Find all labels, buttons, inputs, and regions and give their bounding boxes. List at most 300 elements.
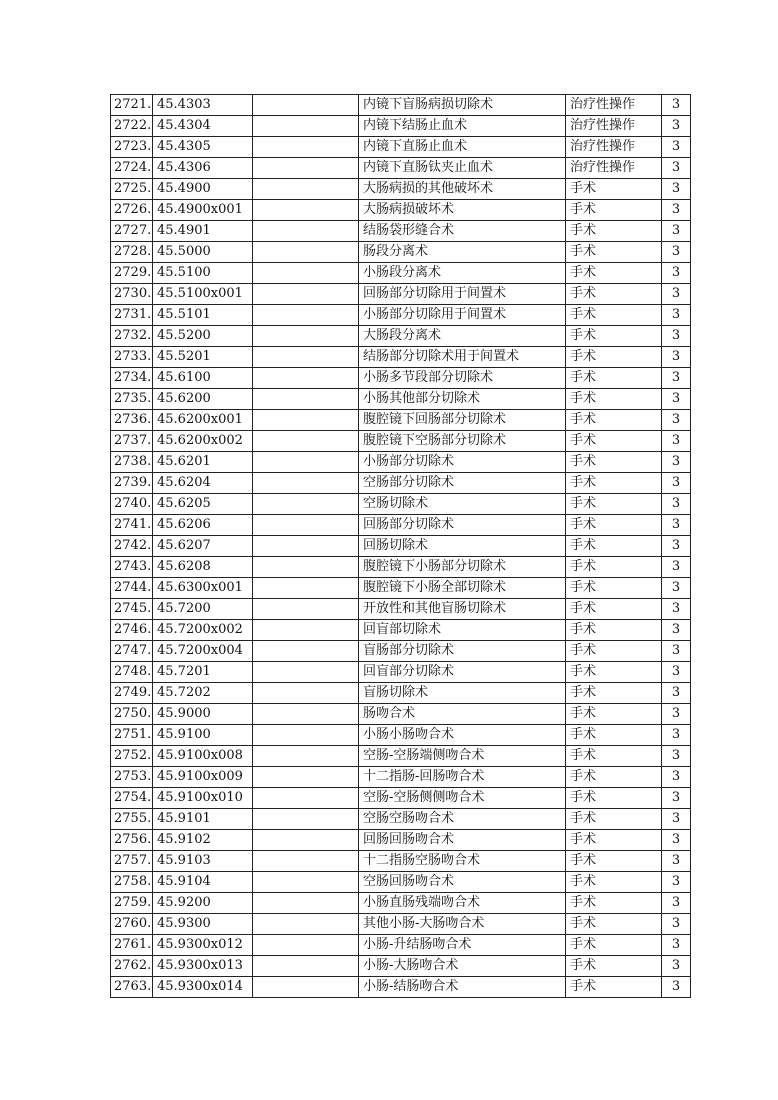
alias-cell [253, 200, 359, 221]
table-row [111, 788, 691, 809]
procedure-name-cell: 空肠-空肠端侧吻合术 [359, 746, 566, 767]
procedure-name-cell: 腹腔镜下小肠全部切除术 [359, 578, 566, 599]
table-row [111, 494, 691, 515]
grade-cell: 3 [662, 116, 691, 137]
procedure-code-cell: 45.9000 [153, 704, 253, 725]
alias-cell [253, 116, 359, 137]
table-row [111, 914, 691, 935]
procedure-name-cell: 回盲部分切除术 [359, 662, 566, 683]
alias-cell [253, 977, 359, 998]
procedure-code-cell: 45.5000 [153, 242, 253, 263]
table-row [111, 620, 691, 641]
row-number-cell: 2725. [111, 179, 153, 200]
procedure-name-cell: 内镜下盲肠病损切除术 [359, 95, 566, 116]
category-cell: 治疗性操作 [566, 158, 662, 179]
row-number-cell: 2745. [111, 599, 153, 620]
table-row [111, 137, 691, 158]
procedure-name-cell: 大肠病损破坏术 [359, 200, 566, 221]
category-cell: 手术 [566, 662, 662, 683]
alias-cell [253, 347, 359, 368]
row-number-cell: 2731. [111, 305, 153, 326]
grade-cell: 3 [662, 263, 691, 284]
procedure-name-cell: 肠段分离术 [359, 242, 566, 263]
table-row [111, 515, 691, 536]
grade-cell: 3 [662, 830, 691, 851]
procedure-name-cell: 小肠多节段部分切除术 [359, 368, 566, 389]
grade-cell: 3 [662, 242, 691, 263]
alias-cell [253, 872, 359, 893]
alias-cell [253, 515, 359, 536]
procedure-name-cell: 回肠回肠吻合术 [359, 830, 566, 851]
procedure-name-cell: 小肠其他部分切除术 [359, 389, 566, 410]
procedure-code-cell: 45.6206 [153, 515, 253, 536]
row-number-cell: 2730. [111, 284, 153, 305]
procedure-name-cell: 空肠空肠吻合术 [359, 809, 566, 830]
procedure-code-cell: 45.4901 [153, 221, 253, 242]
procedure-code-cell: 45.5100x001 [153, 284, 253, 305]
alias-cell [253, 95, 359, 116]
procedure-code-cell: 45.4900x001 [153, 200, 253, 221]
procedure-name-cell: 小肠段分离术 [359, 263, 566, 284]
alias-cell [253, 242, 359, 263]
category-cell: 手术 [566, 347, 662, 368]
alias-cell [253, 452, 359, 473]
procedure-table-body [111, 95, 691, 998]
procedure-code-cell: 45.9104 [153, 872, 253, 893]
row-number-cell: 2763. [111, 977, 153, 998]
alias-cell [253, 305, 359, 326]
table-row [111, 95, 691, 116]
grade-cell: 3 [662, 347, 691, 368]
category-cell: 手术 [566, 704, 662, 725]
row-number-cell: 2750. [111, 704, 153, 725]
row-number-cell: 2761. [111, 935, 153, 956]
category-cell: 治疗性操作 [566, 116, 662, 137]
category-cell: 手术 [566, 830, 662, 851]
alias-cell [253, 578, 359, 599]
grade-cell: 3 [662, 683, 691, 704]
grade-cell: 3 [662, 746, 691, 767]
procedure-code-cell: 45.7202 [153, 683, 253, 704]
grade-cell: 3 [662, 431, 691, 452]
category-cell: 手术 [566, 368, 662, 389]
grade-cell: 3 [662, 893, 691, 914]
procedure-name-cell: 内镜下直肠钛夹止血术 [359, 158, 566, 179]
category-cell: 手术 [566, 914, 662, 935]
grade-cell: 3 [662, 305, 691, 326]
table-row [111, 116, 691, 137]
table-row [111, 746, 691, 767]
category-cell: 手术 [566, 515, 662, 536]
table-row [111, 536, 691, 557]
row-number-cell: 2749. [111, 683, 153, 704]
row-number-cell: 2736. [111, 410, 153, 431]
procedure-code-cell: 45.9100 [153, 725, 253, 746]
procedure-code-cell: 45.9102 [153, 830, 253, 851]
procedure-name-cell: 小肠直肠残端吻合术 [359, 893, 566, 914]
procedure-name-cell: 小肠部分切除用于间置术 [359, 305, 566, 326]
procedure-name-cell: 十二指肠空肠吻合术 [359, 851, 566, 872]
procedure-code-cell: 45.5101 [153, 305, 253, 326]
table-row [111, 578, 691, 599]
grade-cell: 3 [662, 662, 691, 683]
alias-cell [253, 494, 359, 515]
alias-cell [253, 725, 359, 746]
procedure-code-cell: 45.6200x001 [153, 410, 253, 431]
procedure-code-cell: 45.4305 [153, 137, 253, 158]
table-row [111, 431, 691, 452]
table-row [111, 683, 691, 704]
procedure-name-cell: 大肠段分离术 [359, 326, 566, 347]
procedure-name-cell: 结肠袋形缝合术 [359, 221, 566, 242]
procedure-name-cell: 腹腔镜下小肠部分切除术 [359, 557, 566, 578]
category-cell: 手术 [566, 200, 662, 221]
category-cell: 手术 [566, 788, 662, 809]
category-cell: 手术 [566, 935, 662, 956]
procedure-code-cell: 45.7200x002 [153, 620, 253, 641]
category-cell: 手术 [566, 851, 662, 872]
grade-cell: 3 [662, 788, 691, 809]
procedure-name-cell: 其他小肠-大肠吻合术 [359, 914, 566, 935]
alias-cell [253, 536, 359, 557]
alias-cell [253, 284, 359, 305]
procedure-code-cell: 45.9101 [153, 809, 253, 830]
row-number-cell: 2758. [111, 872, 153, 893]
row-number-cell: 2752. [111, 746, 153, 767]
table-row [111, 410, 691, 431]
procedure-code-cell: 45.4304 [153, 116, 253, 137]
grade-cell: 3 [662, 956, 691, 977]
grade-cell: 3 [662, 515, 691, 536]
row-number-cell: 2756. [111, 830, 153, 851]
grade-cell: 3 [662, 620, 691, 641]
table-row [111, 452, 691, 473]
procedure-code-cell: 45.6208 [153, 557, 253, 578]
grade-cell: 3 [662, 95, 691, 116]
row-number-cell: 2721. [111, 95, 153, 116]
alias-cell [253, 851, 359, 872]
grade-cell: 3 [662, 704, 691, 725]
table-row [111, 221, 691, 242]
row-number-cell: 2757. [111, 851, 153, 872]
category-cell: 手术 [566, 746, 662, 767]
category-cell: 手术 [566, 284, 662, 305]
procedure-code-cell: 45.9300x012 [153, 935, 253, 956]
table-row [111, 242, 691, 263]
alias-cell [253, 788, 359, 809]
procedure-name-cell: 小肠-升结肠吻合术 [359, 935, 566, 956]
grade-cell: 3 [662, 809, 691, 830]
category-cell: 手术 [566, 977, 662, 998]
row-number-cell: 2759. [111, 893, 153, 914]
alias-cell [253, 368, 359, 389]
row-number-cell: 2726. [111, 200, 153, 221]
table-row [111, 347, 691, 368]
alias-cell [253, 137, 359, 158]
procedure-name-cell: 大肠病损的其他破坏术 [359, 179, 566, 200]
alias-cell [253, 179, 359, 200]
grade-cell: 3 [662, 557, 691, 578]
grade-cell: 3 [662, 368, 691, 389]
alias-cell [253, 683, 359, 704]
table-row [111, 809, 691, 830]
category-cell: 手术 [566, 263, 662, 284]
table-row [111, 767, 691, 788]
row-number-cell: 2746. [111, 620, 153, 641]
procedure-code-cell: 45.6100 [153, 368, 253, 389]
table-row [111, 305, 691, 326]
table-row [111, 893, 691, 914]
procedure-name-cell: 盲肠部分切除术 [359, 641, 566, 662]
row-number-cell: 2762. [111, 956, 153, 977]
alias-cell [253, 389, 359, 410]
row-number-cell: 2748. [111, 662, 153, 683]
procedure-table [110, 94, 691, 998]
procedure-code-cell: 45.9300x014 [153, 977, 253, 998]
procedure-name-cell: 回盲部切除术 [359, 620, 566, 641]
table-row [111, 326, 691, 347]
row-number-cell: 2733. [111, 347, 153, 368]
row-number-cell: 2754. [111, 788, 153, 809]
table-row [111, 368, 691, 389]
procedure-code-cell: 45.7200x004 [153, 641, 253, 662]
category-cell: 手术 [566, 641, 662, 662]
row-number-cell: 2737. [111, 431, 153, 452]
procedure-code-cell: 45.6200x002 [153, 431, 253, 452]
row-number-cell: 2742. [111, 536, 153, 557]
procedure-name-cell: 腹腔镜下回肠部分切除术 [359, 410, 566, 431]
grade-cell: 3 [662, 179, 691, 200]
category-cell: 治疗性操作 [566, 95, 662, 116]
category-cell: 手术 [566, 872, 662, 893]
alias-cell [253, 893, 359, 914]
alias-cell [253, 830, 359, 851]
procedure-code-cell: 45.4900 [153, 179, 253, 200]
grade-cell: 3 [662, 158, 691, 179]
row-number-cell: 2722. [111, 116, 153, 137]
row-number-cell: 2738. [111, 452, 153, 473]
procedure-code-cell: 45.9300 [153, 914, 253, 935]
procedure-code-cell: 45.7201 [153, 662, 253, 683]
table-row [111, 557, 691, 578]
grade-cell: 3 [662, 725, 691, 746]
row-number-cell: 2743. [111, 557, 153, 578]
category-cell: 手术 [566, 536, 662, 557]
category-cell: 手术 [566, 809, 662, 830]
row-number-cell: 2747. [111, 641, 153, 662]
table-row [111, 179, 691, 200]
grade-cell: 3 [662, 767, 691, 788]
table-row [111, 284, 691, 305]
row-number-cell: 2734. [111, 368, 153, 389]
grade-cell: 3 [662, 914, 691, 935]
procedure-code-cell: 45.4306 [153, 158, 253, 179]
procedure-code-cell: 45.6205 [153, 494, 253, 515]
procedure-code-cell: 45.5201 [153, 347, 253, 368]
procedure-name-cell: 盲肠切除术 [359, 683, 566, 704]
alias-cell [253, 935, 359, 956]
procedure-name-cell: 结肠部分切除术用于间置术 [359, 347, 566, 368]
row-number-cell: 2744. [111, 578, 153, 599]
procedure-name-cell: 内镜下直肠止血术 [359, 137, 566, 158]
alias-cell [253, 956, 359, 977]
procedure-code-cell: 45.6300x001 [153, 578, 253, 599]
grade-cell: 3 [662, 137, 691, 158]
category-cell: 手术 [566, 683, 662, 704]
procedure-code-cell: 45.9100x009 [153, 767, 253, 788]
procedure-code-cell: 45.4303 [153, 95, 253, 116]
row-number-cell: 2753. [111, 767, 153, 788]
procedure-name-cell: 回肠切除术 [359, 536, 566, 557]
category-cell: 手术 [566, 557, 662, 578]
alias-cell [253, 599, 359, 620]
procedure-name-cell: 空肠切除术 [359, 494, 566, 515]
grade-cell: 3 [662, 221, 691, 242]
procedure-name-cell: 小肠-大肠吻合术 [359, 956, 566, 977]
alias-cell [253, 557, 359, 578]
grade-cell: 3 [662, 473, 691, 494]
table-row [111, 158, 691, 179]
alias-cell [253, 326, 359, 347]
procedure-name-cell: 空肠回肠吻合术 [359, 872, 566, 893]
category-cell: 手术 [566, 452, 662, 473]
table-row [111, 662, 691, 683]
procedure-code-cell: 45.6207 [153, 536, 253, 557]
alias-cell [253, 704, 359, 725]
alias-cell [253, 641, 359, 662]
alias-cell [253, 221, 359, 242]
grade-cell: 3 [662, 641, 691, 662]
procedure-name-cell: 十二指肠-回肠吻合术 [359, 767, 566, 788]
procedure-code-cell: 45.5200 [153, 326, 253, 347]
category-cell: 手术 [566, 494, 662, 515]
row-number-cell: 2760. [111, 914, 153, 935]
category-cell: 手术 [566, 431, 662, 452]
table-row [111, 872, 691, 893]
category-cell: 手术 [566, 725, 662, 746]
procedure-name-cell: 小肠-结肠吻合术 [359, 977, 566, 998]
table-row [111, 473, 691, 494]
alias-cell [253, 410, 359, 431]
grade-cell: 3 [662, 284, 691, 305]
procedure-code-cell: 45.7200 [153, 599, 253, 620]
procedure-code-cell: 45.9100x008 [153, 746, 253, 767]
table-row [111, 851, 691, 872]
row-number-cell: 2739. [111, 473, 153, 494]
alias-cell [253, 767, 359, 788]
procedure-name-cell: 开放性和其他盲肠切除术 [359, 599, 566, 620]
table-row [111, 389, 691, 410]
row-number-cell: 2727. [111, 221, 153, 242]
grade-cell: 3 [662, 977, 691, 998]
grade-cell: 3 [662, 389, 691, 410]
category-cell: 手术 [566, 179, 662, 200]
procedure-code-cell: 45.9200 [153, 893, 253, 914]
alias-cell [253, 662, 359, 683]
procedure-code-cell: 45.5100 [153, 263, 253, 284]
procedure-name-cell: 回肠部分切除术 [359, 515, 566, 536]
category-cell: 手术 [566, 620, 662, 641]
row-number-cell: 2740. [111, 494, 153, 515]
category-cell: 治疗性操作 [566, 137, 662, 158]
table-row [111, 956, 691, 977]
procedure-name-cell: 内镜下结肠止血术 [359, 116, 566, 137]
category-cell: 手术 [566, 767, 662, 788]
grade-cell: 3 [662, 935, 691, 956]
grade-cell: 3 [662, 410, 691, 431]
table-row [111, 599, 691, 620]
alias-cell [253, 914, 359, 935]
category-cell: 手术 [566, 242, 662, 263]
category-cell: 手术 [566, 326, 662, 347]
grade-cell: 3 [662, 578, 691, 599]
procedure-name-cell: 空肠-空肠侧侧吻合术 [359, 788, 566, 809]
table-row [111, 641, 691, 662]
category-cell: 手术 [566, 956, 662, 977]
alias-cell [253, 431, 359, 452]
procedure-code-cell: 45.6200 [153, 389, 253, 410]
procedure-code-cell: 45.9300x013 [153, 956, 253, 977]
row-number-cell: 2729. [111, 263, 153, 284]
procedure-name-cell: 小肠部分切除术 [359, 452, 566, 473]
grade-cell: 3 [662, 452, 691, 473]
category-cell: 手术 [566, 893, 662, 914]
procedure-code-cell: 45.6204 [153, 473, 253, 494]
table-row [111, 263, 691, 284]
alias-cell [253, 473, 359, 494]
table-row [111, 935, 691, 956]
row-number-cell: 2728. [111, 242, 153, 263]
procedure-name-cell: 小肠小肠吻合术 [359, 725, 566, 746]
procedure-name-cell: 肠吻合术 [359, 704, 566, 725]
category-cell: 手术 [566, 578, 662, 599]
category-cell: 手术 [566, 473, 662, 494]
grade-cell: 3 [662, 872, 691, 893]
table-row [111, 725, 691, 746]
row-number-cell: 2751. [111, 725, 153, 746]
category-cell: 手术 [566, 221, 662, 242]
category-cell: 手术 [566, 410, 662, 431]
grade-cell: 3 [662, 599, 691, 620]
row-number-cell: 2723. [111, 137, 153, 158]
row-number-cell: 2732. [111, 326, 153, 347]
category-cell: 手术 [566, 305, 662, 326]
alias-cell [253, 809, 359, 830]
category-cell: 手术 [566, 599, 662, 620]
grade-cell: 3 [662, 326, 691, 347]
table-row [111, 830, 691, 851]
alias-cell [253, 746, 359, 767]
row-number-cell: 2724. [111, 158, 153, 179]
grade-cell: 3 [662, 494, 691, 515]
row-number-cell: 2741. [111, 515, 153, 536]
row-number-cell: 2755. [111, 809, 153, 830]
procedure-code-cell: 45.9100x010 [153, 788, 253, 809]
table-row [111, 704, 691, 725]
row-number-cell: 2735. [111, 389, 153, 410]
grade-cell: 3 [662, 536, 691, 557]
procedure-name-cell: 回肠部分切除用于间置术 [359, 284, 566, 305]
table-row [111, 977, 691, 998]
alias-cell [253, 158, 359, 179]
procedure-code-cell: 45.9103 [153, 851, 253, 872]
procedure-code-cell: 45.6201 [153, 452, 253, 473]
grade-cell: 3 [662, 851, 691, 872]
procedure-name-cell: 空肠部分切除术 [359, 473, 566, 494]
table-row [111, 200, 691, 221]
alias-cell [253, 620, 359, 641]
category-cell: 手术 [566, 389, 662, 410]
